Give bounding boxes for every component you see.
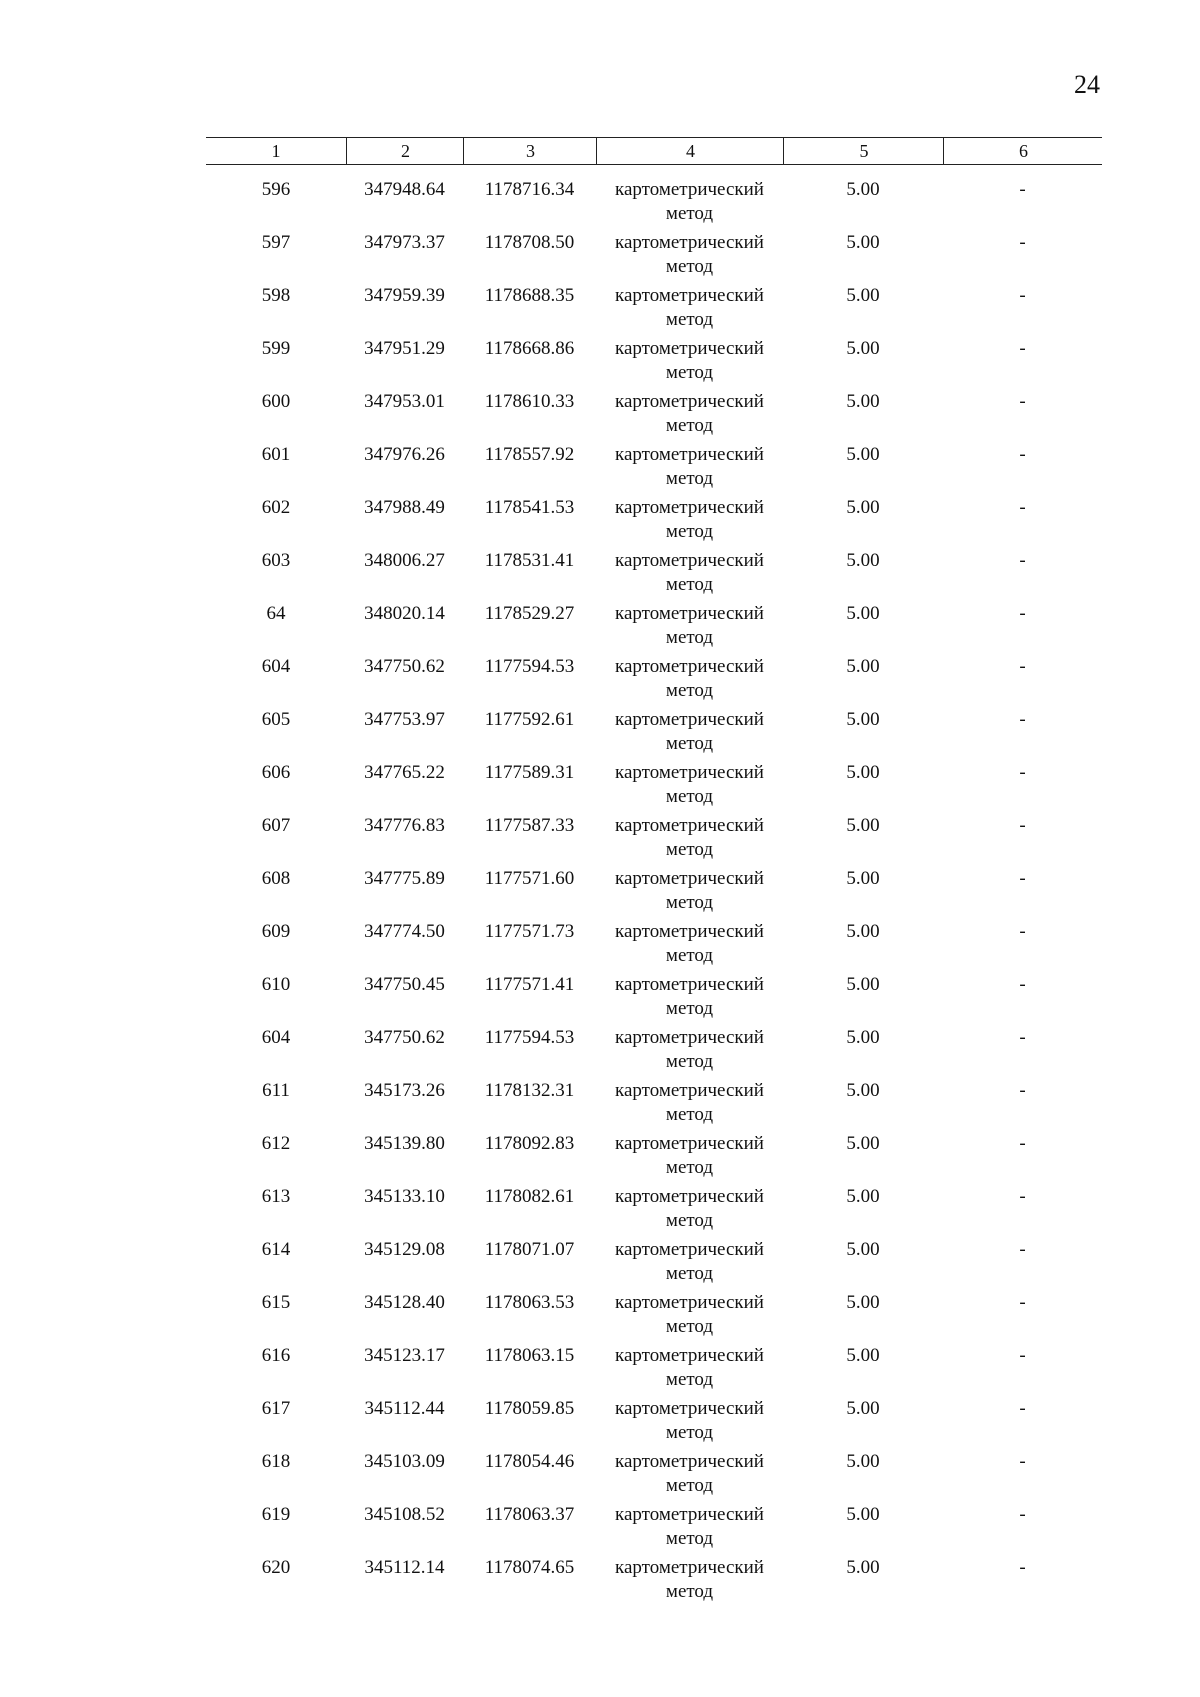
accuracy-cell: 5.00	[846, 497, 880, 518]
point-cell: 610	[261, 974, 291, 995]
table-row	[206, 390, 1102, 443]
table-row	[206, 920, 1102, 973]
point-cell: 614	[261, 1239, 291, 1260]
y-coordinate-cell: 1177571.60	[484, 868, 575, 889]
method-cell	[596, 1291, 783, 1339]
method-cell	[596, 178, 783, 226]
method-line-2: метод	[665, 1157, 714, 1178]
accuracy-cell: 5.00	[846, 550, 880, 571]
x-coordinate-cell: 347959.39	[364, 285, 445, 306]
note-cell: -	[1019, 497, 1026, 518]
table-row	[206, 1450, 1102, 1503]
accuracy-cell: 5.00	[846, 762, 880, 783]
note-cell: -	[1019, 868, 1026, 889]
method-line-2: метод	[665, 1369, 714, 1390]
method-line-1: картометрический	[615, 1186, 764, 1207]
point-cell: 609	[261, 921, 291, 942]
y-coordinate-cell: 1178688.35	[484, 285, 575, 306]
method-line-2: метод	[665, 786, 714, 807]
method-line-1: картометрический	[615, 1451, 764, 1472]
accuracy-cell: 5.00	[846, 1504, 880, 1525]
note-cell: -	[1019, 550, 1026, 571]
method-line-2: метод	[665, 1210, 714, 1231]
y-coordinate-cell: 1178071.07	[484, 1239, 575, 1260]
point-cell: 607	[261, 815, 291, 836]
accuracy-cell: 5.00	[846, 1133, 880, 1154]
table-row	[206, 1132, 1102, 1185]
x-coordinate-cell: 347753.97	[364, 709, 445, 730]
point-cell: 617	[261, 1398, 291, 1419]
method-cell	[596, 867, 783, 915]
method-line-2: метод	[665, 839, 714, 860]
y-coordinate-cell: 1178708.50	[484, 232, 575, 253]
y-coordinate-cell: 1177571.73	[484, 921, 575, 942]
x-coordinate-cell: 348006.27	[364, 550, 445, 571]
method-line-2: метод	[665, 574, 714, 595]
method-line-1: картометрический	[615, 1239, 764, 1260]
table-row	[206, 496, 1102, 549]
point-cell: 604	[261, 1027, 291, 1048]
table-row	[206, 337, 1102, 390]
note-cell: -	[1019, 762, 1026, 783]
method-cell	[596, 390, 783, 438]
method-cell	[596, 1238, 783, 1286]
note-cell: -	[1019, 921, 1026, 942]
x-coordinate-cell: 345112.44	[364, 1398, 445, 1419]
note-cell: -	[1019, 232, 1026, 253]
x-coordinate-cell: 345112.14	[364, 1557, 445, 1578]
method-line-1: картометрический	[615, 497, 764, 518]
x-coordinate-cell: 345129.08	[364, 1239, 445, 1260]
method-line-1: картометрический	[615, 285, 764, 306]
point-cell: 615	[261, 1292, 291, 1313]
column-header-2: 2	[346, 138, 464, 164]
method-cell	[596, 1132, 783, 1180]
method-line-1: картометрический	[615, 868, 764, 889]
note-cell: -	[1019, 815, 1026, 836]
note-cell: -	[1019, 1504, 1026, 1525]
x-coordinate-cell: 347774.50	[364, 921, 445, 942]
method-line-2: метод	[665, 680, 714, 701]
y-coordinate-cell: 1178059.85	[484, 1398, 575, 1419]
method-cell	[596, 337, 783, 385]
method-line-1: картометрический	[615, 1133, 764, 1154]
method-cell	[596, 1079, 783, 1127]
x-coordinate-cell: 347988.49	[364, 497, 445, 518]
table-row	[206, 1556, 1102, 1609]
method-line-1: картометрический	[615, 550, 764, 571]
method-line-1: картометрический	[615, 1080, 764, 1101]
x-coordinate-cell: 348020.14	[364, 603, 445, 624]
note-cell: -	[1019, 1398, 1026, 1419]
x-coordinate-cell: 347775.89	[364, 868, 445, 889]
point-cell: 601	[261, 444, 291, 465]
method-cell	[596, 1556, 783, 1604]
point-cell: 618	[261, 1451, 291, 1472]
table-row	[206, 549, 1102, 602]
accuracy-cell: 5.00	[846, 338, 880, 359]
y-coordinate-cell: 1177571.41	[484, 974, 575, 995]
table-row	[206, 443, 1102, 496]
table-body	[206, 178, 1102, 1609]
y-coordinate-cell: 1178063.37	[484, 1504, 575, 1525]
method-cell	[596, 973, 783, 1021]
method-line-1: картометрический	[615, 232, 764, 253]
accuracy-cell: 5.00	[846, 974, 880, 995]
accuracy-cell: 5.00	[846, 603, 880, 624]
table-row	[206, 231, 1102, 284]
method-line-1: картометрический	[615, 656, 764, 677]
method-cell	[596, 549, 783, 597]
method-line-1: картометрический	[615, 1504, 764, 1525]
method-cell	[596, 1397, 783, 1445]
method-line-2: метод	[665, 998, 714, 1019]
method-line-2: метод	[665, 309, 714, 330]
page-number: 24	[1074, 70, 1100, 99]
method-line-1: картометрический	[615, 1345, 764, 1366]
method-cell	[596, 920, 783, 968]
method-cell	[596, 602, 783, 650]
method-line-2: метод	[665, 362, 714, 383]
method-line-2: метод	[665, 733, 714, 754]
accuracy-cell: 5.00	[846, 285, 880, 306]
method-line-1: картометрический	[615, 444, 764, 465]
point-cell: 64	[266, 603, 286, 624]
note-cell: -	[1019, 338, 1026, 359]
x-coordinate-cell: 347953.01	[364, 391, 445, 412]
method-line-1: картометрический	[615, 338, 764, 359]
method-line-2: метод	[665, 203, 714, 224]
x-coordinate-cell: 347750.62	[364, 1027, 445, 1048]
method-line-2: метод	[665, 1581, 714, 1602]
y-coordinate-cell: 1178529.27	[484, 603, 575, 624]
note-cell: -	[1019, 1186, 1026, 1207]
note-cell: -	[1019, 391, 1026, 412]
point-cell: 602	[261, 497, 291, 518]
table-row	[206, 1344, 1102, 1397]
accuracy-cell: 5.00	[846, 444, 880, 465]
y-coordinate-cell: 1177592.61	[484, 709, 575, 730]
method-line-1: картометрический	[615, 921, 764, 942]
column-header-5: 5	[783, 138, 944, 164]
method-line-2: метод	[665, 415, 714, 436]
method-line-1: картометрический	[615, 1292, 764, 1313]
point-cell: 608	[261, 868, 291, 889]
method-line-1: картометрический	[615, 1398, 764, 1419]
table-row	[206, 1185, 1102, 1238]
method-line-2: метод	[665, 1528, 714, 1549]
note-cell: -	[1019, 603, 1026, 624]
note-cell: -	[1019, 656, 1026, 677]
y-coordinate-cell: 1178132.31	[484, 1080, 575, 1101]
point-cell: 611	[262, 1080, 290, 1101]
method-line-1: картометрический	[615, 179, 764, 200]
table-row	[206, 178, 1102, 231]
accuracy-cell: 5.00	[846, 868, 880, 889]
method-cell	[596, 496, 783, 544]
method-line-2: метод	[665, 892, 714, 913]
method-line-2: метод	[665, 1104, 714, 1125]
y-coordinate-cell: 1177587.33	[484, 815, 575, 836]
method-cell	[596, 1185, 783, 1233]
table-row	[206, 602, 1102, 655]
column-header-4: 4	[596, 138, 784, 164]
accuracy-cell: 5.00	[846, 1451, 880, 1472]
point-cell: 616	[261, 1345, 291, 1366]
method-line-2: метод	[665, 945, 714, 966]
method-line-2: метод	[665, 1475, 714, 1496]
point-cell: 605	[261, 709, 291, 730]
table-row	[206, 867, 1102, 920]
point-cell: 596	[261, 179, 291, 200]
note-cell: -	[1019, 444, 1026, 465]
method-line-1: картометрический	[615, 603, 764, 624]
point-cell: 620	[261, 1557, 291, 1578]
x-coordinate-cell: 347765.22	[364, 762, 445, 783]
table-row	[206, 1397, 1102, 1450]
column-header-6: 6	[943, 138, 1103, 164]
note-cell: -	[1019, 1451, 1026, 1472]
x-coordinate-cell: 347750.62	[364, 656, 445, 677]
point-cell: 599	[261, 338, 291, 359]
method-cell	[596, 814, 783, 862]
accuracy-cell: 5.00	[846, 921, 880, 942]
y-coordinate-cell: 1178063.53	[484, 1292, 575, 1313]
method-line-2: метод	[665, 521, 714, 542]
accuracy-cell: 5.00	[846, 232, 880, 253]
point-cell: 612	[261, 1133, 291, 1154]
accuracy-cell: 5.00	[846, 656, 880, 677]
table-row	[206, 814, 1102, 867]
x-coordinate-cell: 345108.52	[364, 1504, 445, 1525]
x-coordinate-cell: 347776.83	[364, 815, 445, 836]
method-line-2: метод	[665, 256, 714, 277]
point-cell: 604	[261, 656, 291, 677]
method-line-2: метод	[665, 468, 714, 489]
accuracy-cell: 5.00	[846, 1080, 880, 1101]
table-header	[206, 137, 1102, 165]
table-row	[206, 761, 1102, 814]
table-row	[206, 1026, 1102, 1079]
table-row	[206, 1238, 1102, 1291]
method-cell	[596, 1344, 783, 1392]
table-row	[206, 1079, 1102, 1132]
method-line-2: метод	[665, 1422, 714, 1443]
note-cell: -	[1019, 179, 1026, 200]
method-cell	[596, 284, 783, 332]
note-cell: -	[1019, 1345, 1026, 1366]
method-line-2: метод	[665, 1263, 714, 1284]
y-coordinate-cell: 1178541.53	[484, 497, 575, 518]
y-coordinate-cell: 1178610.33	[484, 391, 575, 412]
x-coordinate-cell: 345133.10	[364, 1186, 445, 1207]
note-cell: -	[1019, 709, 1026, 730]
note-cell: -	[1019, 974, 1026, 995]
method-line-1: картометрический	[615, 815, 764, 836]
method-line-1: картометрический	[615, 391, 764, 412]
x-coordinate-cell: 347948.64	[364, 179, 445, 200]
method-line-1: картометрический	[615, 1557, 764, 1578]
y-coordinate-cell: 1178716.34	[484, 179, 575, 200]
y-coordinate-cell: 1177589.31	[484, 762, 575, 783]
note-cell: -	[1019, 1133, 1026, 1154]
accuracy-cell: 5.00	[846, 391, 880, 412]
method-cell	[596, 1450, 783, 1498]
method-cell	[596, 231, 783, 279]
point-cell: 613	[261, 1186, 291, 1207]
accuracy-cell: 5.00	[846, 815, 880, 836]
accuracy-cell: 5.00	[846, 1186, 880, 1207]
table-row	[206, 655, 1102, 708]
method-cell	[596, 708, 783, 756]
y-coordinate-cell: 1178074.65	[484, 1557, 575, 1578]
point-cell: 606	[261, 762, 291, 783]
accuracy-cell: 5.00	[846, 1345, 880, 1366]
x-coordinate-cell: 347973.37	[364, 232, 445, 253]
method-line-1: картометрический	[615, 762, 764, 783]
y-coordinate-cell: 1178054.46	[484, 1451, 575, 1472]
method-cell	[596, 1026, 783, 1074]
accuracy-cell: 5.00	[846, 709, 880, 730]
method-cell	[596, 761, 783, 809]
method-line-1: картометрический	[615, 1027, 764, 1048]
y-coordinate-cell: 1178557.92	[484, 444, 575, 465]
table-row	[206, 1503, 1102, 1556]
method-line-2: метод	[665, 627, 714, 648]
accuracy-cell: 5.00	[846, 1027, 880, 1048]
y-coordinate-cell: 1177594.53	[484, 656, 575, 677]
x-coordinate-cell: 345123.17	[364, 1345, 445, 1366]
accuracy-cell: 5.00	[846, 179, 880, 200]
accuracy-cell: 5.00	[846, 1292, 880, 1313]
x-coordinate-cell: 345128.40	[364, 1292, 445, 1313]
point-cell: 597	[261, 232, 291, 253]
point-cell: 598	[261, 285, 291, 306]
y-coordinate-cell: 1177594.53	[484, 1027, 575, 1048]
method-line-1: картометрический	[615, 709, 764, 730]
method-cell	[596, 655, 783, 703]
note-cell: -	[1019, 1239, 1026, 1260]
accuracy-cell: 5.00	[846, 1398, 880, 1419]
x-coordinate-cell: 345103.09	[364, 1451, 445, 1472]
note-cell: -	[1019, 285, 1026, 306]
y-coordinate-cell: 1178531.41	[484, 550, 575, 571]
method-line-1: картометрический	[615, 974, 764, 995]
accuracy-cell: 5.00	[846, 1557, 880, 1578]
method-cell	[596, 443, 783, 491]
x-coordinate-cell: 347750.45	[364, 974, 445, 995]
method-line-2: метод	[665, 1316, 714, 1337]
accuracy-cell: 5.00	[846, 1239, 880, 1260]
column-header-1: 1	[271, 141, 281, 161]
method-line-2: метод	[665, 1051, 714, 1072]
method-cell	[596, 1503, 783, 1551]
note-cell: -	[1019, 1080, 1026, 1101]
note-cell: -	[1019, 1027, 1026, 1048]
table-row	[206, 973, 1102, 1026]
table-row	[206, 1291, 1102, 1344]
x-coordinate-cell: 347951.29	[364, 338, 445, 359]
y-coordinate-cell: 1178092.83	[484, 1133, 575, 1154]
x-coordinate-cell: 347976.26	[364, 444, 445, 465]
x-coordinate-cell: 345173.26	[364, 1080, 445, 1101]
x-coordinate-cell: 345139.80	[364, 1133, 445, 1154]
note-cell: -	[1019, 1292, 1026, 1313]
y-coordinate-cell: 1178668.86	[484, 338, 575, 359]
point-cell: 619	[261, 1504, 291, 1525]
table-row	[206, 708, 1102, 761]
point-cell: 603	[261, 550, 291, 571]
table-row	[206, 284, 1102, 337]
y-coordinate-cell: 1178082.61	[484, 1186, 575, 1207]
column-header-3: 3	[463, 138, 597, 164]
point-cell: 600	[261, 391, 291, 412]
y-coordinate-cell: 1178063.15	[484, 1345, 575, 1366]
note-cell: -	[1019, 1557, 1026, 1578]
